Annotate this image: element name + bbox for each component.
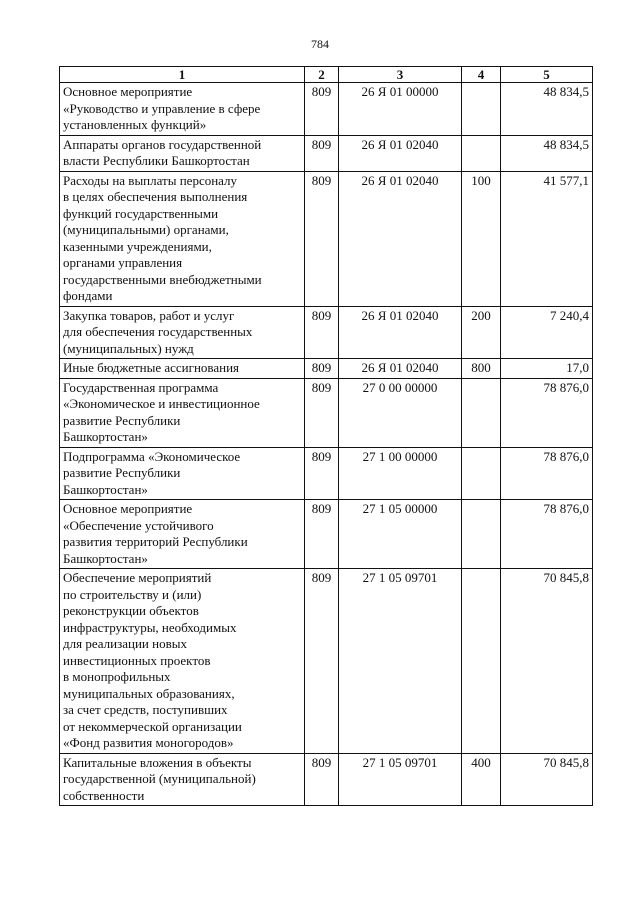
budget-table — [59, 66, 593, 806]
cell-name: Обеспечение мероприятий по строительству и (или) реконструкции объектов инфраструктуры, необходимых для реализации новых инвестиционных проектов в монопрофильных муниципальных образованиях, за счет средств, поступивших от некоммерческой организации «Фонд развития моногородов» — [60, 569, 305, 754]
cell-code: 26 Я 01 02040 — [339, 359, 462, 379]
cell-amount: 78 876,0 — [501, 500, 593, 569]
cell-type: 800 — [462, 359, 501, 379]
column-header-code: 3 — [339, 67, 462, 83]
cell-amount: 7 240,4 — [501, 306, 593, 359]
cell-type — [462, 500, 501, 569]
column-header-name: 1 — [60, 67, 305, 83]
table-row — [60, 306, 593, 359]
cell-admin: 809 — [305, 378, 339, 447]
table-row — [60, 83, 593, 136]
cell-type — [462, 447, 501, 500]
cell-amount: 48 834,5 — [501, 135, 593, 171]
cell-type — [462, 569, 501, 754]
column-header-admin: 2 — [305, 67, 339, 83]
cell-amount: 78 876,0 — [501, 378, 593, 447]
column-header-amount: 5 — [501, 67, 593, 83]
column-header-type: 4 — [462, 67, 501, 83]
cell-code: 27 1 05 00000 — [339, 500, 462, 569]
cell-name: Расходы на выплаты персоналу в целях обеспечения выполнения функций государственными (муниципальными) органами, казенными учреждениями, органами управления государственными внебюджетными фондами — [60, 171, 305, 306]
page-number: 784 — [311, 37, 329, 51]
cell-admin: 809 — [305, 447, 339, 500]
cell-name: Основное мероприятие «Руководство и управление в сфере установленных функций» — [60, 83, 305, 136]
cell-name: Основное мероприятие «Обеспечение устойчивого развития территорий Республики Башкортостан» — [60, 500, 305, 569]
cell-amount: 78 876,0 — [501, 447, 593, 500]
cell-name: Аппараты органов государственной власти Республики Башкортостан — [60, 135, 305, 171]
cell-amount: 70 845,8 — [501, 753, 593, 806]
cell-amount: 17,0 — [501, 359, 593, 379]
cell-admin: 809 — [305, 135, 339, 171]
table-row — [60, 378, 593, 447]
cell-type — [462, 135, 501, 171]
cell-admin: 809 — [305, 83, 339, 136]
cell-name: Капитальные вложения в объекты государственной (муниципальной) собственности — [60, 753, 305, 806]
cell-admin: 809 — [305, 306, 339, 359]
cell-code: 26 Я 01 02040 — [339, 135, 462, 171]
cell-admin: 809 — [305, 753, 339, 806]
cell-name: Подпрограмма «Экономическое развитие Республики Башкортостан» — [60, 447, 305, 500]
cell-code: 27 1 00 00000 — [339, 447, 462, 500]
cell-name: Закупка товаров, работ и услуг для обеспечения государственных (муниципальных) нужд — [60, 306, 305, 359]
cell-code: 27 1 05 09701 — [339, 569, 462, 754]
cell-type — [462, 83, 501, 136]
cell-type: 100 — [462, 171, 501, 306]
cell-name: Иные бюджетные ассигнования — [60, 359, 305, 379]
cell-name: Государственная программа «Экономическое и инвестиционное развитие Республики Башкортостан» — [60, 378, 305, 447]
cell-code: 26 Я 01 00000 — [339, 83, 462, 136]
cell-amount: 70 845,8 — [501, 569, 593, 754]
cell-type: 200 — [462, 306, 501, 359]
table-row — [60, 569, 593, 754]
cell-code: 26 Я 01 02040 — [339, 306, 462, 359]
cell-admin: 809 — [305, 171, 339, 306]
cell-code: 27 0 00 00000 — [339, 378, 462, 447]
cell-admin: 809 — [305, 569, 339, 754]
header-row — [60, 67, 593, 83]
table-row — [60, 171, 593, 306]
cell-admin: 809 — [305, 359, 339, 379]
table-row — [60, 359, 593, 379]
cell-type — [462, 378, 501, 447]
cell-amount: 48 834,5 — [501, 83, 593, 136]
cell-code: 27 1 05 09701 — [339, 753, 462, 806]
cell-amount: 41 577,1 — [501, 171, 593, 306]
table-row — [60, 135, 593, 171]
table-row — [60, 753, 593, 806]
table-row — [60, 500, 593, 569]
cell-code: 26 Я 01 02040 — [339, 171, 462, 306]
cell-type: 400 — [462, 753, 501, 806]
table-row — [60, 447, 593, 500]
cell-admin: 809 — [305, 500, 339, 569]
